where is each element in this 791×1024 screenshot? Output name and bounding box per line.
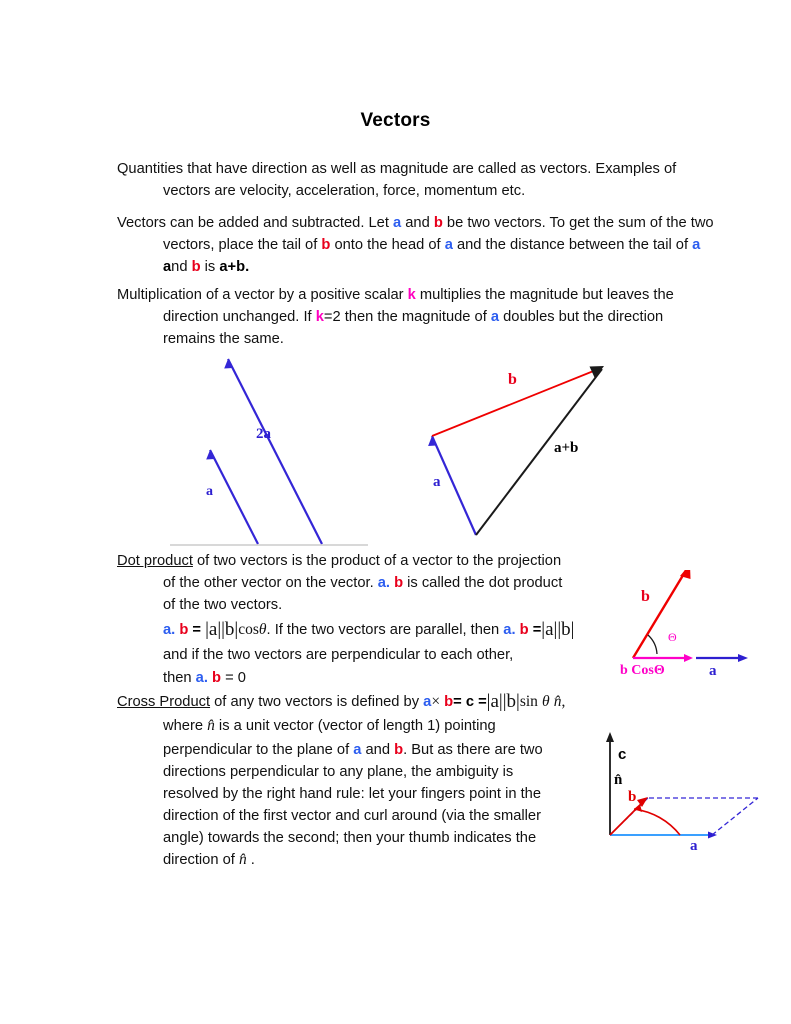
n-hat-symbol: n̂	[238, 851, 247, 868]
figure-vector-sum	[415, 355, 625, 545]
addsub-line-3	[117, 256, 757, 278]
paragraph-addition	[117, 212, 757, 278]
text-run: . If the two vectors are parallel, then	[266, 622, 504, 638]
label-text: c	[618, 746, 627, 763]
vector-b-symbol: b	[394, 575, 404, 591]
vector-a-symbol: a.	[503, 622, 516, 638]
figure4-label-b	[628, 789, 636, 806]
dot-line-3: of the two vectors.	[163, 597, 283, 613]
vector-b-symbol: b	[433, 215, 443, 231]
text-run: doubles but the direction	[499, 309, 664, 325]
dot-line-4	[117, 616, 617, 643]
cross-line-2	[117, 713, 617, 739]
text-run: ,	[561, 693, 566, 710]
label-text: a+b	[554, 440, 579, 456]
figure1-label-a	[206, 484, 213, 500]
label-text: Θ	[668, 630, 677, 644]
vector-b-symbol: b	[321, 237, 331, 253]
text-run: is a unit vector (vector of length 1) pointing	[214, 718, 496, 734]
dot-line-6	[117, 667, 617, 689]
text-run: nd	[171, 259, 192, 275]
cross-line-5: resolved by the right hand rule: let your fingers point in the	[163, 786, 542, 802]
figure3-label-a	[709, 663, 717, 680]
text-run: and the distance between the tail of	[452, 237, 693, 253]
label-text: 2a	[256, 426, 271, 442]
vector-a-symbol: a	[353, 742, 362, 758]
text-run: is called the dot product	[403, 575, 563, 591]
text-run: . But as there are two	[403, 742, 543, 758]
text-run: =	[453, 694, 466, 710]
figure3-label-b	[641, 588, 650, 606]
figure2-label-sum	[554, 440, 578, 457]
intro-line-1: Quantities that have direction as well as magnitude are called as vectors. Examples of	[117, 161, 677, 177]
text-run: of any two vectors is defined by	[210, 694, 424, 710]
theta-symbol: θ	[258, 621, 267, 638]
magnitude-product: |a||b|	[205, 619, 239, 640]
label-text: a	[690, 838, 698, 854]
cross-line-6: direction of the first vector and curl around (via the smaller	[163, 808, 541, 824]
mult-line-2	[117, 306, 727, 328]
text-run: =	[528, 622, 542, 638]
text-run: direction unchanged. If	[163, 309, 316, 325]
label-text: a	[433, 474, 441, 490]
n-hat-symbol: n̂	[207, 717, 215, 734]
text-run: perpendicular to the plane of	[163, 742, 354, 758]
magnitude-product: |a||b|	[541, 619, 575, 640]
text-run: direction of	[163, 852, 239, 868]
text-run: where	[163, 718, 208, 734]
label-text: a	[206, 484, 213, 499]
paragraph-intro	[117, 158, 717, 202]
text-run: multiplies the magnitude but leaves the	[415, 287, 674, 303]
theta-symbol: θ	[542, 693, 550, 710]
scalar-k-symbol: k	[407, 287, 416, 303]
vector-c-symbol: c	[465, 694, 474, 710]
vector-b-symbol: b	[191, 259, 201, 275]
cross-line-4: directions perpendicular to any plane, the ambiguity is	[163, 764, 514, 780]
addsub-line-2	[117, 234, 757, 256]
n-hat-symbol: n̂	[553, 693, 562, 710]
vector-sum-symbol: a+b.	[219, 259, 250, 275]
cos-operator: cos	[238, 621, 259, 638]
text-run: = 0	[221, 670, 246, 686]
figure1-label-2a	[256, 426, 271, 443]
vector-a-symbol: a	[490, 309, 500, 325]
text-run: then	[163, 670, 196, 686]
figure2-label-a	[433, 474, 441, 491]
text-run: =	[473, 694, 487, 710]
scalar-k-symbol: k	[315, 309, 324, 325]
dot-line-2	[117, 572, 617, 594]
figure2-label-b	[508, 371, 517, 389]
text-run: Vectors can be added and subtracted. Let	[117, 215, 393, 231]
figure4-label-nhat	[614, 772, 622, 789]
figure4-label-a	[690, 838, 698, 855]
label-text: n̂	[614, 772, 623, 788]
vector-a-symbol: a.	[377, 575, 390, 591]
text-run: onto the head of	[330, 237, 445, 253]
cross-operator-icon: ×	[431, 693, 441, 710]
dot-line-1	[117, 550, 617, 572]
label-text: b	[508, 371, 517, 388]
vector-b-symbol: b	[179, 622, 189, 638]
label-text: b	[628, 789, 637, 805]
sin-operator: sin	[519, 693, 538, 710]
text-run: vectors, place the tail of	[163, 237, 322, 253]
mult-line-3: remains the same.	[163, 331, 284, 347]
text-run: Multiplication of a vector by a positive scalar	[117, 287, 408, 303]
vector-a-symbol: a	[692, 237, 701, 253]
text-run: and	[401, 215, 434, 231]
text-run: is	[200, 259, 220, 275]
vector-b-symbol: b	[519, 622, 529, 638]
text-run: of the other vector on the vector.	[163, 575, 378, 591]
text-run: =2 then the magnitude of	[323, 309, 491, 325]
paragraph-scalar-multiplication	[117, 284, 727, 350]
addsub-line-1	[117, 212, 757, 234]
page-title: Vectors	[360, 110, 431, 131]
cross-line-7: angle) towards the second; then your thumb indicates the	[163, 830, 537, 846]
vector-b-symbol: b	[394, 742, 404, 758]
vector-b-symbol: b	[212, 670, 221, 686]
intro-line-2: vectors are velocity, acceleration, force, momentum etc.	[163, 183, 526, 199]
text-run: and	[361, 742, 395, 758]
vector-a-symbol: a	[423, 694, 432, 710]
cross-line-3	[117, 739, 617, 761]
vector-a-symbol: a	[444, 237, 453, 253]
text-run: .	[246, 852, 255, 868]
cross-line-8	[117, 849, 617, 871]
figure3-label-projection	[620, 663, 665, 679]
figure4-label-c	[618, 746, 626, 763]
cross-line-1	[117, 690, 617, 713]
text-run: =	[188, 622, 206, 638]
vector-b-symbol: b	[444, 694, 454, 710]
dot-line-5: and if the two vectors are perpendicular to each other,	[163, 647, 514, 663]
dot-product-heading: Dot product	[117, 553, 193, 569]
vector-a-symbol: a.	[163, 622, 176, 638]
paragraph-cross-product	[117, 690, 617, 871]
figure-scalar-multiplication	[170, 352, 400, 552]
mult-line-1	[117, 284, 727, 306]
label-text: b	[641, 588, 650, 605]
text-run: a	[163, 259, 172, 275]
figure3-label-theta	[668, 630, 677, 645]
label-text: b CosΘ	[620, 663, 665, 678]
label-text: a	[709, 663, 717, 679]
text-run: be two vectors. To get the sum of the two	[442, 215, 714, 231]
cross-product-heading: Cross Product	[117, 694, 211, 710]
magnitude-product: |a||b|	[486, 691, 520, 712]
paragraph-dot-product	[117, 550, 617, 689]
vector-a-symbol: a	[393, 215, 402, 231]
vector-a-symbol: a.	[195, 670, 208, 686]
text-run: of two vectors is the product of a vector to the projection	[192, 553, 562, 569]
